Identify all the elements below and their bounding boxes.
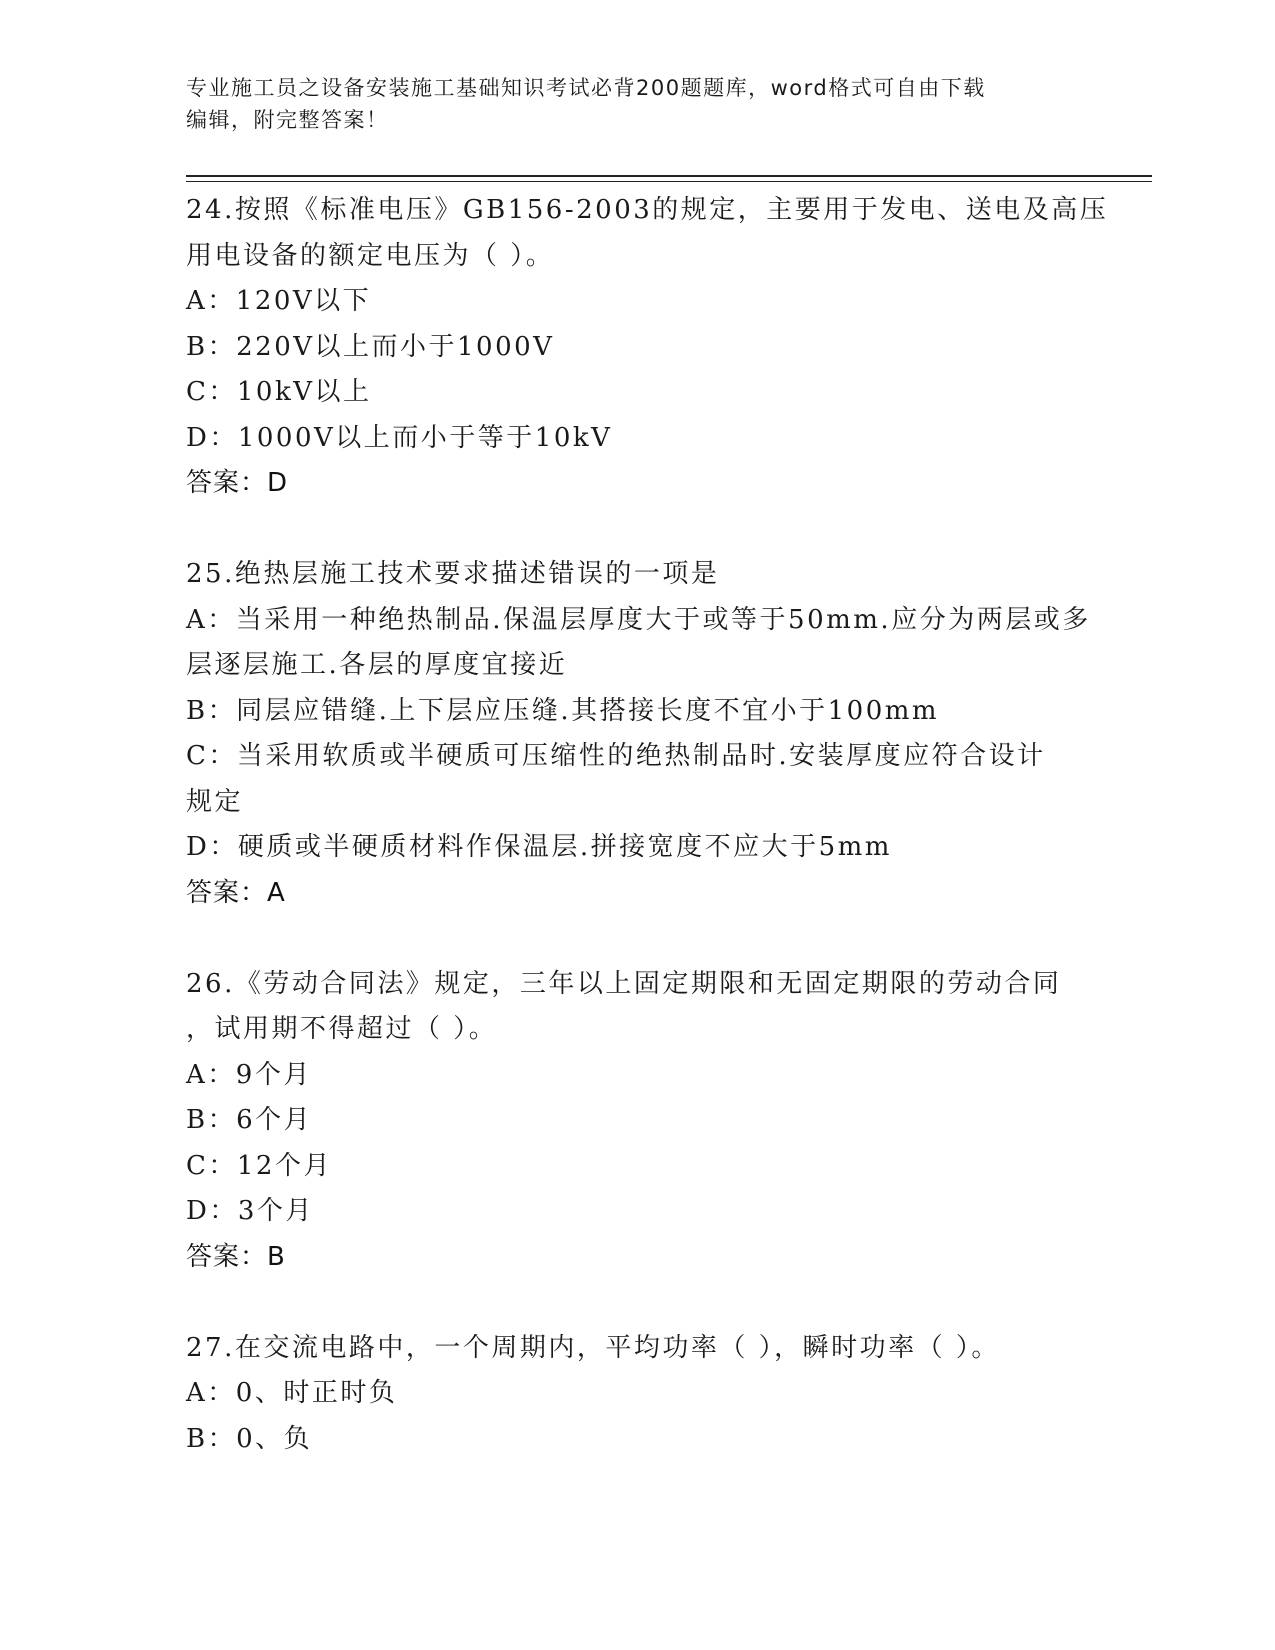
option-c: C：12个月	[186, 1150, 332, 1181]
question-24	[186, 188, 1109, 507]
option-b: B：220V以上而小于1000V	[186, 331, 555, 362]
question-25	[186, 552, 1091, 916]
option-d: D：1000V以上而小于等于10kV	[186, 422, 613, 453]
question-stem-line: 27.在交流电路中，一个周期内，平均功率（ ），瞬时功率（ ）。	[186, 1332, 1000, 1363]
option-d: D：硬质或半硬质材料作保温层.拼接宽度不应大于5mm	[186, 832, 892, 862]
option-c: C：10kV以上	[186, 377, 372, 407]
option-a: A：0、时正时负	[186, 1378, 398, 1408]
option-d: D：3个月	[186, 1196, 314, 1226]
question-stem-line: 24.按照《标准电压》GB156-2003的规定，主要用于发电、送电及高压	[186, 195, 1109, 225]
answer-label: 答案：A	[186, 877, 286, 908]
question-spacer	[186, 916, 1086, 962]
header-divider-thick	[186, 175, 1152, 177]
option-a: A：当采用一种绝热制品.保温层厚度大于或等于50mm.应分为两层或多	[186, 604, 1091, 635]
header-line-2: 编辑，附完整答案！	[186, 108, 389, 132]
option-a: A：9个月	[186, 1059, 312, 1090]
document-header	[186, 72, 1086, 136]
header-line-1: 专业施工员之设备安装施工基础知识考试必背200题题库，word格式可自由下载	[186, 76, 986, 100]
option-b: B：同层应错缝.上下层应压缝.其搭接长度不宜小于100mm	[186, 695, 940, 726]
answer-label: 答案：D	[186, 468, 289, 498]
question-list	[186, 188, 1109, 1462]
answer-label: 答案：B	[186, 1241, 286, 1272]
option-c: C：当采用软质或半硬质可压缩性的绝热制品时.安装厚度应符合设计	[186, 741, 1046, 771]
question-stem-line: 26.《劳动合同法》规定，三年以上固定期限和无固定期限的劳动合同	[186, 968, 1062, 999]
option-b: B：6个月	[186, 1105, 313, 1135]
question-26	[186, 962, 1086, 1281]
question-spacer	[186, 507, 1086, 553]
option-a: A：120V以下	[186, 286, 372, 316]
question-27	[186, 1326, 1086, 1463]
option-c-continuation: 规定	[186, 786, 244, 817]
option-b: B：0、负	[186, 1423, 313, 1454]
question-spacer	[186, 1280, 1086, 1326]
question-stem-line: ，试用期不得超过（ ）。	[186, 1014, 498, 1044]
question-stem-line: 用电设备的额定电压为（ ）。	[186, 240, 555, 271]
header-divider-thin	[186, 181, 1152, 182]
question-stem-line: 25.绝热层施工技术要求描述错误的一项是	[186, 559, 720, 589]
option-a-continuation: 层逐层施工.各层的厚度宜接近	[186, 650, 568, 680]
